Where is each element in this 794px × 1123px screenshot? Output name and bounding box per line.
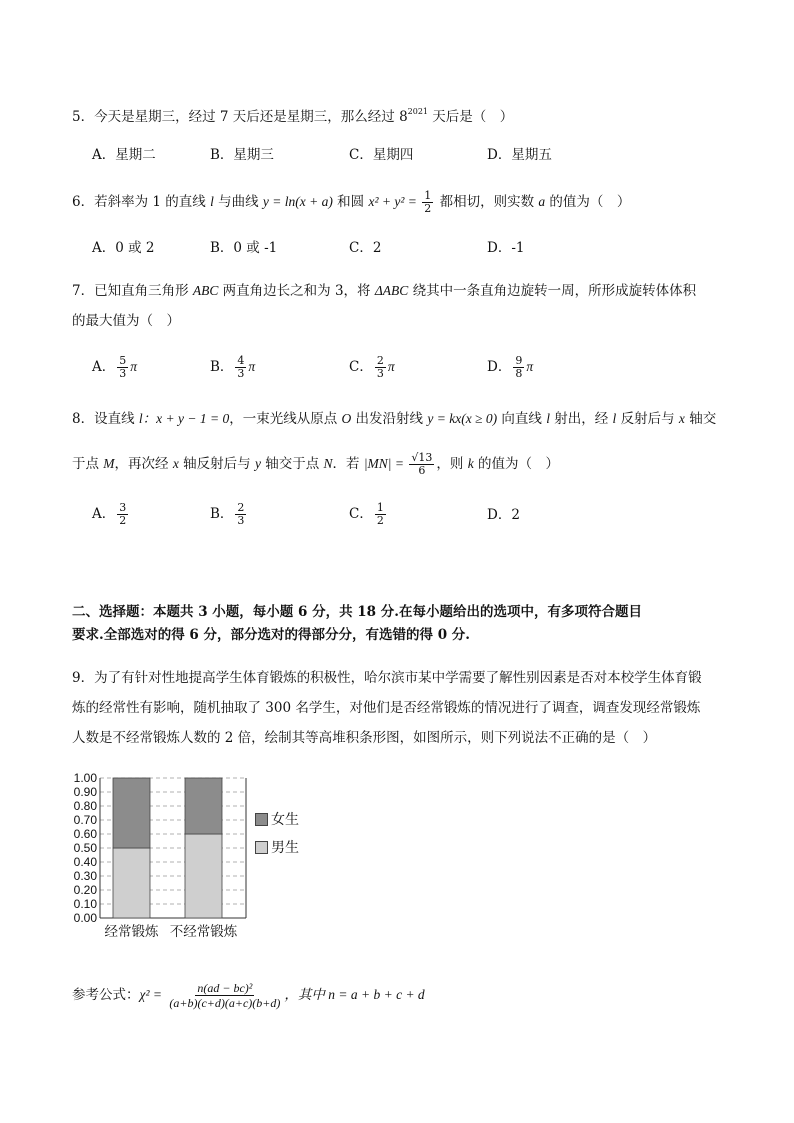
q5-option-b: B．星期三: [210, 147, 274, 163]
q8-option-b-frac: [235, 502, 246, 527]
q8-line1-b: ，一束光线从原点: [229, 411, 342, 427]
q6-option-b: B．0 或 -1: [210, 240, 278, 256]
q7-option-b-num: 4: [237, 354, 245, 367]
q8-line2-f: ，则: [436, 456, 468, 472]
q7-option-d-label: D．: [487, 359, 512, 375]
q9-line3: 人数是不经常锻炼人数的 2 倍，绘制其等高堆积条形图，如图所示，则下列说法不正确的是（ ）: [72, 730, 657, 746]
q7-option-b-label: B．: [210, 359, 234, 375]
section2-heading-line1: 二、选择题：本题共 3 小题，每小题 6 分，共 18 分.在每小题给出的选项中，有多项符合题目: [72, 604, 642, 620]
q6-option-a: A．0 或 2: [92, 240, 155, 256]
q7-abc: ABC: [192, 283, 219, 298]
bar-segment: [185, 834, 222, 918]
legend-swatch-female: [255, 813, 268, 826]
q8-mn-num: √13: [411, 451, 433, 464]
formula-chi: χ² =: [139, 987, 166, 1002]
q8-y: y: [254, 456, 261, 471]
q8-option-a-frac: [117, 502, 128, 527]
y-tick-label: 0.60: [73, 827, 97, 841]
q8-l-b: l: [612, 411, 617, 426]
q7-option-c-num: 2: [376, 354, 384, 367]
x-category-label: 经常锻炼: [104, 924, 159, 940]
q5-exponent: 2021: [407, 107, 429, 116]
q8-option-a-num: 3: [119, 501, 127, 514]
q6-option-c: C．2: [349, 240, 382, 256]
q8-option-d: D．2: [487, 507, 520, 523]
q6-stem: [72, 190, 630, 215]
q8-l-a: l: [546, 411, 550, 426]
y-tick-label: 0.40: [73, 855, 97, 869]
q6-circle-den: 2: [424, 202, 432, 215]
q8-line1-c: 出发沿射线: [351, 411, 428, 427]
q7-stem-line2: 的最大值为（ ）: [72, 313, 180, 329]
q6-stem-e: 的值为（ ）: [545, 194, 631, 210]
q8-option-a-den: 2: [119, 514, 127, 527]
q7-option-c-den: 3: [376, 367, 384, 380]
q8-option-a: [92, 502, 130, 527]
q7-option-c-frac: [375, 355, 386, 380]
legend-swatch-male: [255, 841, 268, 854]
formula-den: (a+b)(c+d)(a+c)(b+d): [169, 996, 281, 1010]
q5-stem: [72, 102, 513, 127]
y-tick-label: 0.90: [73, 785, 97, 799]
y-tick-label: 0.00: [73, 911, 97, 925]
q8-option-c-frac: [375, 502, 386, 527]
x-category-label: 不经常锻炼: [169, 924, 238, 940]
q8-ray: y = kx(x ≥ 0): [427, 411, 498, 426]
q7-option-a-pi: π: [130, 359, 138, 374]
formula-tail: ，其中 n = a + b + c + d: [284, 987, 425, 1002]
q8-option-c: [349, 502, 388, 527]
reference-formula: [72, 980, 425, 1010]
q8-option-b-den: 3: [237, 514, 245, 527]
q7-option-d-num: 9: [515, 354, 523, 367]
q7-option-d-pi: π: [526, 359, 534, 374]
q7-option-d: [487, 355, 533, 380]
formula-num: n(ad − bc)²: [197, 981, 253, 995]
q8-x-b: x: [172, 456, 179, 471]
q7-option-a-label: A．: [92, 359, 116, 375]
q6-circle-frac: [422, 190, 433, 215]
q7-option-a: [92, 355, 137, 380]
q6-var-a: a: [538, 194, 546, 209]
q6-curve: y = ln(x + a): [262, 194, 333, 209]
y-tick-label: 0.30: [73, 869, 97, 883]
q5-option-c: C．星期四: [349, 147, 414, 163]
q7-option-b: [210, 355, 255, 380]
q8-option-c-label: C．: [349, 506, 373, 522]
q8-mn-frac: [409, 452, 434, 477]
q8-point-n: N: [323, 456, 333, 471]
q8-option-b-label: B．: [210, 506, 234, 522]
q7-option-d-frac: [513, 355, 524, 380]
q8-option-a-label: A．: [92, 506, 116, 522]
q7-stem-line1: [72, 281, 696, 301]
legend-label-male: 男生: [271, 840, 299, 856]
q8-line1-a: 8．设直线: [72, 411, 139, 427]
q7-option-c-pi: π: [387, 359, 395, 374]
q8-line2-d: 轴交于点: [260, 456, 324, 472]
q7-triangle: ΔABC: [374, 283, 409, 298]
q6-stem-b: 与曲线: [213, 194, 263, 210]
q8-option-c-den: 2: [376, 514, 384, 527]
q7-option-a-den: 3: [119, 367, 127, 380]
q6-stem-c: 和圆: [332, 194, 369, 210]
q8-line1-e: 射出，经: [549, 411, 613, 427]
q5-base: 8: [399, 109, 408, 125]
q8-line1-d: 向直线: [497, 411, 547, 427]
formula-label: 参考公式：: [72, 987, 140, 1003]
section2-heading-line2: 要求.全部选对的得 6 分，部分选对的得部分分，有选错的得 0 分.: [72, 627, 470, 643]
q9-line1: 9．为了有针对性地提高学生体育锻炼的积极性，哈尔滨市某中学需要了解性别因素是否对本校学生体育锻: [72, 670, 702, 686]
stacked-bar-chart: [64, 768, 364, 948]
q6-stem-d: 都相切，则实数: [435, 194, 539, 210]
q8-vector-mn: |MN| =: [363, 456, 408, 471]
q5-option-d: D．星期五: [487, 147, 552, 163]
q8-point-m: M: [103, 456, 115, 471]
q8-line2-c: 轴反射后与: [178, 456, 255, 472]
q8-line-eq: l：x + y − 1 = 0: [138, 411, 230, 426]
q7-option-d-den: 8: [515, 367, 523, 380]
q7-line1-b: 两直角边长之和为 3，将: [218, 283, 375, 299]
q8-stem-line1: [72, 409, 716, 429]
y-tick-label: 0.20: [73, 883, 97, 897]
y-tick-label: 0.10: [73, 897, 97, 911]
q6-var-l: l: [210, 194, 214, 209]
q9-line2: 炼的经常性有影响，随机抽取了 300 名学生，对他们是否经常锻炼的情况进行了调查，调查发现经常锻炼: [72, 700, 701, 716]
q6-option-d: D．-1: [487, 240, 525, 256]
q6-circle-num: 1: [424, 189, 432, 202]
q7-line1-c: 绕其中一条直角边旋转一周，所形成旋转体体积: [408, 283, 697, 299]
bar-segment: [113, 848, 150, 918]
q8-stem-line2: [72, 452, 559, 477]
y-tick-label: 0.50: [73, 841, 97, 855]
q8-x-a: x: [678, 411, 685, 426]
q8-origin: O: [341, 411, 352, 426]
q6-circle-lhs: x² + y² =: [368, 194, 421, 209]
q5-stem-a: 5．今天是星期三，经过 7 天后还是星期三，那么经过: [72, 109, 400, 125]
q8-line2-e: ．若: [332, 456, 364, 472]
q8-mn-den: 6: [418, 464, 426, 477]
q7-option-b-frac: [235, 355, 246, 380]
y-tick-label: 0.70: [73, 813, 97, 827]
q8-line2-a: 于点: [72, 456, 104, 472]
q7-option-a-num: 5: [119, 354, 127, 367]
q8-option-c-num: 1: [376, 501, 384, 514]
q8-option-b: [210, 502, 248, 527]
q7-option-c-label: C．: [349, 359, 373, 375]
y-tick-label: 1.00: [73, 771, 97, 785]
q5-stem-b: 天后是（ ）: [428, 109, 514, 125]
q5-option-a: A．星期二: [92, 147, 156, 163]
q7-option-c: [349, 355, 395, 380]
bar-segment: [113, 778, 150, 848]
q8-line2-b: ，再次经: [114, 456, 173, 472]
q7-line1-a: 7．已知直角三角形: [72, 283, 193, 299]
q7-option-a-frac: [117, 355, 128, 380]
q8-k: k: [467, 456, 474, 471]
q8-line1-g: 轴交: [684, 411, 717, 427]
q7-option-b-den: 3: [237, 367, 245, 380]
q7-option-b-pi: π: [248, 359, 256, 374]
formula-frac: [167, 981, 282, 1010]
q6-stem-a: 6．若斜率为 1 的直线: [72, 194, 211, 210]
legend-label-female: 女生: [271, 812, 299, 828]
y-tick-label: 0.80: [73, 799, 97, 813]
q8-line1-f: 反射后与: [616, 411, 679, 427]
q8-line2-g: 的值为（ ）: [473, 456, 559, 472]
bar-segment: [185, 778, 222, 834]
q8-option-b-num: 2: [237, 501, 245, 514]
